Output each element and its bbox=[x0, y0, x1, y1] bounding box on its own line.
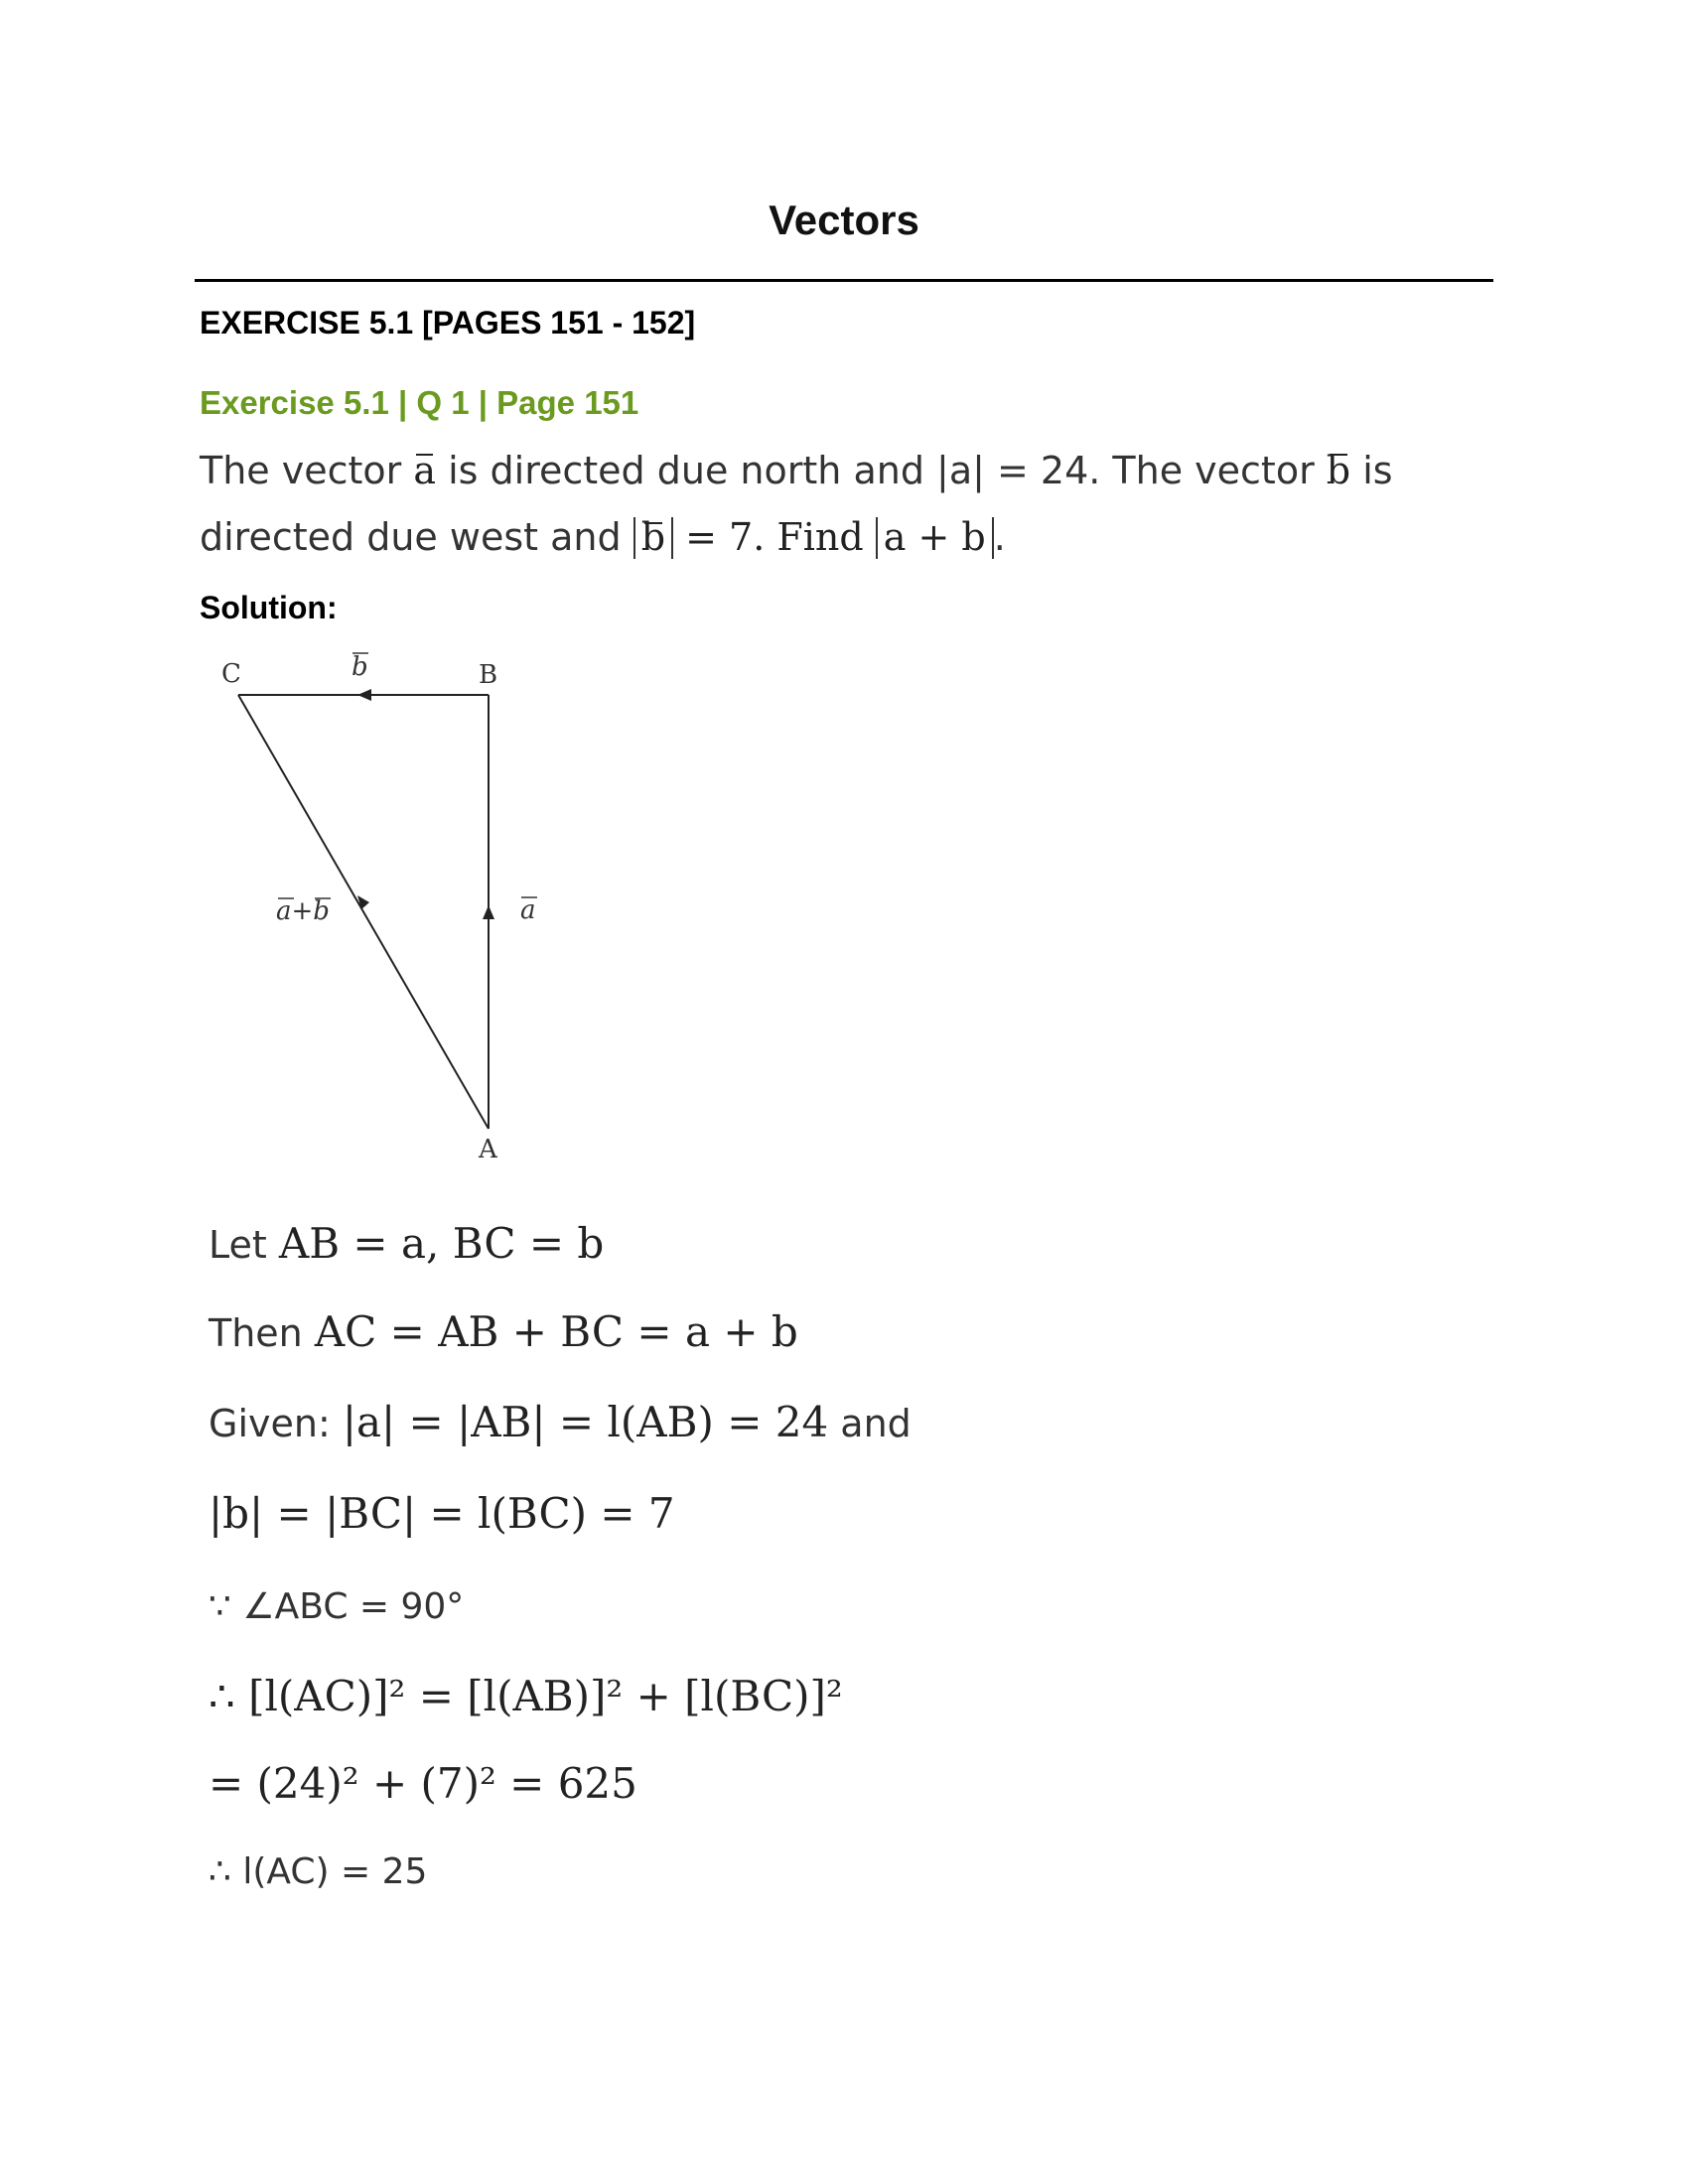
solution-step-8: ∴ l(AC) = 25 bbox=[209, 1851, 428, 1892]
step-math: AB = a, BC = b bbox=[278, 1219, 605, 1268]
point-a-label: A bbox=[479, 1135, 497, 1164]
solution-step-3 bbox=[209, 1398, 912, 1446]
step-math: AC = AB + BC = a + b bbox=[314, 1307, 798, 1356]
vector-triangle-diagram bbox=[199, 645, 596, 1171]
solution-step-6 bbox=[209, 1672, 843, 1720]
point-b-label: B bbox=[479, 660, 498, 690]
vector-b-symbol: b bbox=[640, 515, 666, 559]
question-line-2 bbox=[200, 515, 1006, 559]
arrow-b-head bbox=[357, 689, 371, 701]
step-math: |a| = |AB| = l(AB) = 24 bbox=[342, 1398, 829, 1446]
question-text: . bbox=[993, 515, 1006, 559]
exercise-heading: EXERCISE 5.1 [PAGES 151 - 152] bbox=[200, 305, 696, 341]
page-title: Vectors bbox=[769, 197, 919, 243]
solution-label: Solution: bbox=[200, 590, 338, 625]
question-text: The vector bbox=[200, 449, 414, 492]
solution-step-2 bbox=[209, 1307, 798, 1356]
step-text: and bbox=[828, 1402, 912, 1445]
vector-a-label: a bbox=[520, 895, 536, 925]
solution-step-7 bbox=[209, 1759, 637, 1808]
title-divider bbox=[195, 279, 1493, 282]
step-text: Let bbox=[209, 1223, 279, 1267]
step-text: Then bbox=[209, 1311, 315, 1355]
vector-sum-label: a+b bbox=[276, 896, 330, 926]
question-reference: Exercise 5.1 | Q 1 | Page 151 bbox=[200, 384, 639, 421]
solution-step-1 bbox=[209, 1219, 604, 1268]
solution-step-4 bbox=[209, 1489, 675, 1538]
magnitude-sum: a + b bbox=[876, 517, 994, 559]
question-line-1 bbox=[200, 449, 1393, 492]
point-c-label: C bbox=[221, 659, 241, 689]
question-text: = 7. Find bbox=[673, 515, 876, 559]
vector-a-symbol: a bbox=[413, 449, 437, 492]
question-text: is bbox=[1350, 449, 1393, 492]
solution-step-5: ∵ ∠ABC = 90° bbox=[209, 1586, 465, 1627]
question-text: is directed due north and |a| = 24. The vector bbox=[436, 449, 1327, 492]
vector-b-symbol: b bbox=[1326, 449, 1351, 492]
step-math: ∴ [l(AC)]² = [l(AB)]² + [l(BC)]² bbox=[209, 1672, 843, 1720]
question-text: directed due west and bbox=[200, 515, 633, 559]
vector-b-label: b bbox=[352, 652, 368, 682]
arrow-sum-head bbox=[357, 895, 369, 909]
arrow-a-head bbox=[483, 905, 494, 919]
magnitude-b bbox=[633, 517, 673, 559]
step-math: |b| = |BC| = l(BC) = 7 bbox=[209, 1489, 675, 1538]
step-math: = (24)² + (7)² = 625 bbox=[209, 1759, 637, 1808]
step-text: Given: bbox=[209, 1402, 343, 1445]
